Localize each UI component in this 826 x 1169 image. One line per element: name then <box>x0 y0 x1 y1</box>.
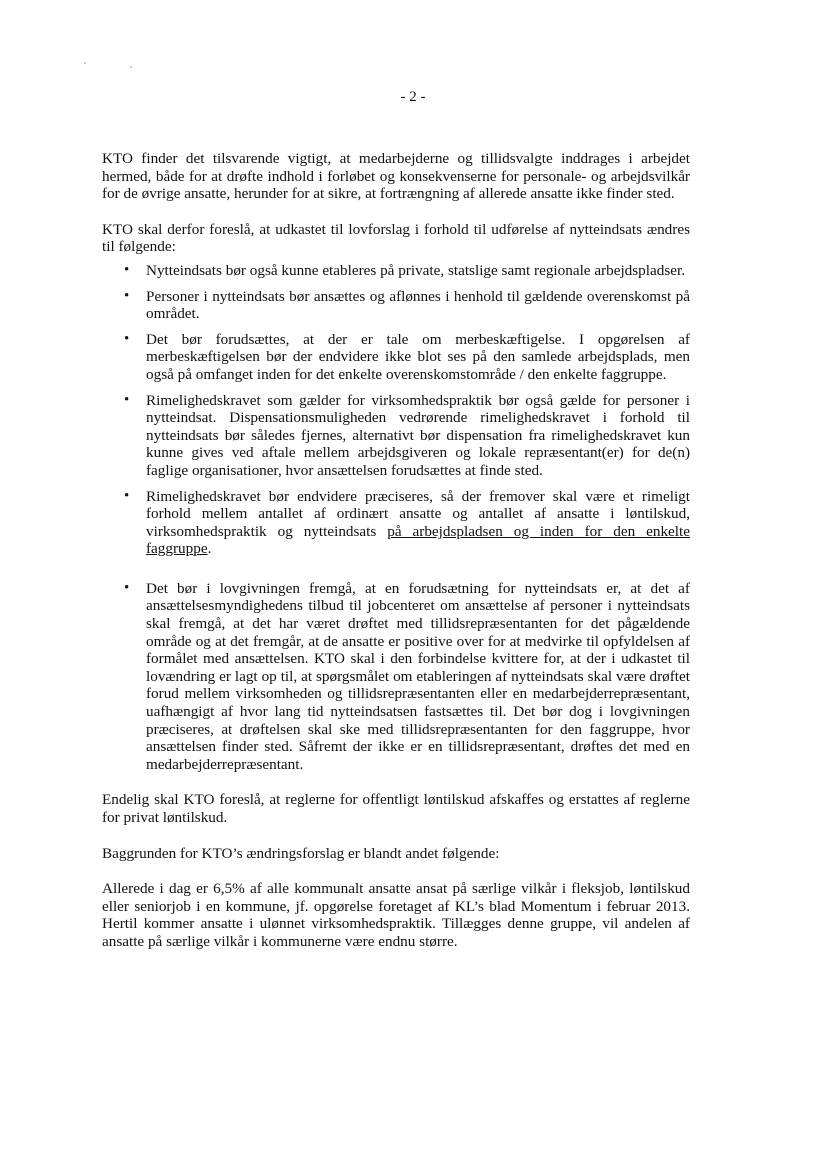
proposal-list <box>102 262 690 773</box>
page-number: - 2 - <box>400 89 426 105</box>
list-item: • Personer i nytteindsats bør ansættes og aflønnes i henhold til gældende overenskomst på området. <box>146 288 690 323</box>
list-item: • Nytteindsats bør også kunne etableres på private, statslige samt regionale arbejdspladser. <box>146 262 690 280</box>
list-item-text: Rimelighedskravet bør endvidere præciseres, så der fremover skal være et rimeligt forhold mellem antallet af ordinært ansatte og antallet af ansatte i løntilskud, virksomhedspraktik og nytteindsats <box>146 487 690 540</box>
paragraph-conclusion: Endelig skal KTO foreslå, at reglerne for offentligt løntilskud afskaffes og erstattes af reglerne for privat løntilskud. <box>102 791 690 826</box>
list-item: • Rimelighedskravet som gælder for virksomhedspraktik bør også gælde for personer i nytteindsat. Dispensationsmuligheden vedrørende rimelighedskravet i forhold til nytteindsats bør således fjernes, alternativt bør dispensation fra rimelighedskravet kun kunne gives ved aftale mellem arbejdsgiveren og lokale repræsentant(er) for de(n) faglige organisationer, hvor ansættelsen forudsættes at finde sted. <box>146 392 690 480</box>
list-item-end: . <box>207 540 212 558</box>
list-item <box>146 488 690 558</box>
list-item: • Det bør i lovgivningen fremgå, at en forudsætning for nytteindsats er, at det af ansættelsesmyndighedens tilbud til jobcenteret om ansættelse af personer i nytteindsats skal fremgå, at det har været drøftet med tillidsrepræsentanten for det pågældende område og at det fremgår, at de ansatte er positive over for at medvirke til opfyldelsen af formålet med ansættelsen. KTO skal i den forbindelse kvittere for, at der i udkastet til lovændring er lagt op til, at spørgsmålet om etableringen af nytteindsats skal være drøftet forud mellem virksomheden og tillidsrepræsentanten eller en medarbejderrepræsentant, uafhængigt af hvor lang tid nytteindsatsen fastsættes til. Det bør dog i lovgivningen præciseres, at drøftelsen skal ske med tillidsrepræsentanten for den faggruppe, hvor ansættelsen finder sted. Såfremt der ikke er en tillidsrepræsentant, drøftes det med en medarbejderrepræsentant. <box>146 580 690 774</box>
paragraph-background: Allerede i dag er 6,5% af alle kommunalt ansatte ansat på særlige vilkår i fleksjob, løntilskud eller seniorjob i en kommune, jf. opgørelse foretaget af KL’s blad Momentum i februar 2013. Hertil kommer ansatte i ulønnet virksomhedspraktik. Tillægges denne gruppe, vil andelen af ansatte på særlige vilkår i kommunerne være endnu større. <box>102 880 690 950</box>
paragraph-intro: KTO finder det tilsvarende vigtigt, at medarbejderne og tillidsvalgte inddrages i arbejdet hermed, både for at drøfte indhold i forløbet og konsekvenserne for personale- og arbejdsvilkår for de øvrige ansatte, herunder for at sikre, at fortrængning af allerede ansatte ikke finder sted. <box>102 150 690 203</box>
scan-speck <box>130 66 132 68</box>
scan-speck <box>84 62 86 64</box>
underlined-text: på arbejdspladsen og inden for den enkelte faggruppe <box>146 522 690 558</box>
list-item: • Det bør forudsættes, at der er tale om merbeskæftigelse. I opgørelsen af merbeskæftigelsen bør der endvidere ikke blot ses på den samlede arbejdsplads, men også på omfanget inden for det enkelte overenskomstområde / den enkelte faggruppe. <box>146 331 690 384</box>
paragraph-proposal: KTO skal derfor foreslå, at udkastet til lovforslag i forhold til udførelse af nytteindsats ændres til følgende: <box>102 220 690 256</box>
paragraph-background-heading: Baggrunden for KTO’s ændringsforslag er blandt andet følgende: <box>102 844 500 862</box>
document-body <box>102 150 690 969</box>
